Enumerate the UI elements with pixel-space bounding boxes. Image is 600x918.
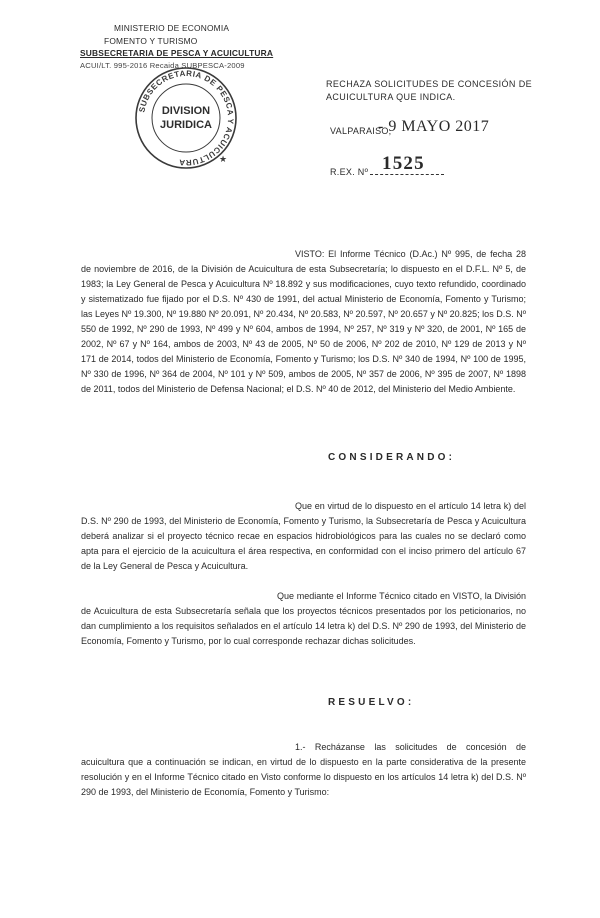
resolution-label: R.EX. Nº (330, 167, 369, 177)
considerando-paragraph-1: Que en virtud de lo dispuesto en el artículo 14 letra k) del D.S. Nº 290 de 1993, del Ministerio de Economía, Fomento y Turismo, la Subsecretaría de Pesca y Acuicultura deberá analizar si el proyecto técnico recae en espacios hidrobiológicos para las cuales no se declaró como apta para el ejercicio de la acuicultura el área respectiva, en conformidad con el inciso primero del artículo 67 de la Ley General de Pesca y Acuicultura. (81, 501, 526, 571)
header-ministry-line-2: FOMENTO Y TURISMO (104, 35, 198, 46)
seal-center-line-2: JURIDICA (160, 119, 212, 131)
resolution-subject (326, 78, 532, 104)
subject-line-2: ACUICULTURA QUE INDICA. (326, 92, 456, 102)
seal-star-icon: ★ (219, 154, 228, 164)
resolution-number: 1525 (382, 153, 425, 174)
seal-center-line-1: DIVISION (161, 105, 211, 117)
considerando-paragraph-2: Que mediante el Informe Técnico citado en VISTO, la División de Acuicultura de esta Subsecretaría señala que los proyectos técnicos presentados por los peticionarios, no dan cumplimiento a los requisitos señalados en el artículo 14 letra k) del D.S. Nº 290 de 1993, del Ministerio de Economía, Fomento y Turismo, por lo cual corresponde rechazar dichas solicitudes. (81, 591, 526, 646)
place: VALPARAISO, (330, 126, 392, 136)
header-undersecretariat: SUBSECRETARIA DE PESCA Y ACUICULTURA (80, 48, 274, 59)
visto-paragraph: VISTO: El Informe Técnico (D.Ac.) Nº 995, de fecha 28 de noviembre de 2016, de la División de Acuicultura de esta Subsecretaría; lo dispuesto en el D.F.L. Nº 5, de 1983; la Ley General de Pesca y Acuicultura Nº 18.892 y sus modificaciones, cuyo texto refundido, coordinado y sistematizado fue fijado por el D.S. Nº 430 de 1991, del actual Ministerio de Economía, Fomento y Turismo; las Leyes Nº 19.300, Nº 19.880 Nº 20.091, Nº 20.434, Nº 20.583, Nº 20.597, Nº 20.657 y Nº 20.825; los D.S. Nº 550 de 1992, Nº 290 de 1993, Nº 499 y Nº 604, ambos de 1994, Nº 257, Nº 319 y Nº 320, de 2001, Nº 165 de 2002, Nº 67 y Nº 164, ambos de 2003, Nº 43 de 2005, Nº 50 de 2006, Nº 202 de 2010, Nº 129 de 2013 y Nº 171 de 2014, todos del Ministerio de Economía, Fomento y Turismo; los D.S. Nº 340 de 1994, Nº 100 de 1995, Nº 330 de 1996, Nº 364 de 2004, Nº 101 y Nº 509, ambos de 2005, Nº 357 de 2006, Nº 395 de 2007, Nº 1898 de 2011, todos del Ministerio de Defensa Nacional; el D.S. Nº 40 de 2012, del Ministerio del Medio Ambiente. (81, 249, 526, 394)
resuelvo-heading: RESUELVO: (328, 697, 415, 708)
header-reference: ACUI/LT. 995-2016 Recaida SUBPESCA-2009 (80, 60, 245, 70)
header-ministry-line: MINISTERIO DE ECONOMIA (114, 23, 230, 33)
seal-ring-text: SUBSECRETARIA DE PESCA Y ACUICULTURA (137, 68, 236, 168)
place-and-date (330, 118, 490, 136)
considerando-heading: CONSIDERANDO: (328, 452, 456, 463)
resuelvo-paragraph-1: 1.- Recházanse las solicitudes de concesión de acuicultura que a continuación se indican, en virtud de lo dispuesto en la parte considerativa de la presente resolución y en el Informe Técnico citado en Visto conforme lo dispuesto en los artículos 14 letra k) del D.S. Nº 290 de 1993, del Ministerio de Economía, Fomento y Turismo: (81, 742, 526, 797)
stamped-date: - 9 MAYO 2017 (378, 118, 490, 135)
resolution-number-line (330, 153, 444, 177)
division-juridica-seal (132, 64, 240, 172)
subject-line-1: RECHAZA SOLICITUDES DE CONCESIÓN DE (326, 79, 533, 89)
